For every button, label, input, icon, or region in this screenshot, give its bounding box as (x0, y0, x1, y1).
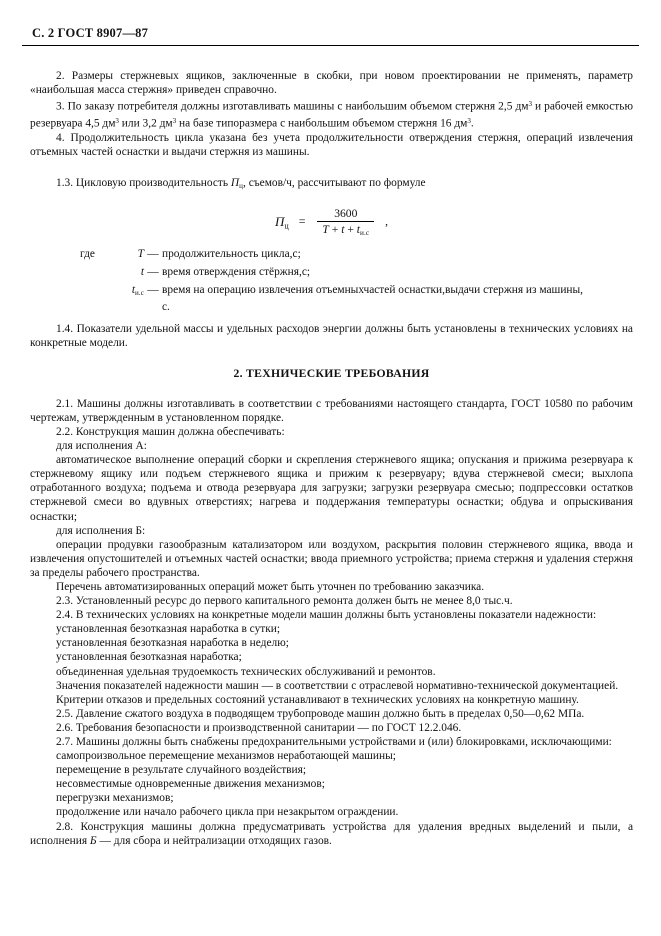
where-symbol-text: t (140, 265, 144, 278)
document-body (22, 57, 639, 848)
blocking-item: самопроизвольное перемещение механизмов неработающей машины; (56, 750, 396, 763)
formula-den-t: t (341, 222, 345, 236)
formula-lhs-symbol: П (275, 213, 285, 229)
note-3-part-e: . (470, 117, 474, 130)
page-header: С. 2 ГОСТ 8907—87 (32, 26, 149, 40)
formula-den-plus-1: + (328, 222, 342, 236)
execution-a-label: для исполнения А: (56, 440, 147, 453)
execution-b-body: операции продувки газообразным катализатором или воздухом, раскрытия половин стержневого ящика, ввода и извлечения опустошителей и отъемных частей оснастки; ввода приемного устройства; приема стержня и удаления стержня за пределы рабочего пространства. (30, 538, 633, 579)
formula-trailing-comma: , (385, 215, 388, 229)
reliability-item: установленная безотказная наработка в сутки; (56, 623, 281, 636)
clause-1-4: 1.4. Показатели удельной массы и удельных расходов энергии должны быть установлены в технических условиях на конкретные модели. (30, 322, 633, 349)
formula-fraction (317, 207, 374, 237)
spacer (30, 350, 633, 367)
execution-b-label: для исполнения Б: (56, 524, 146, 537)
clause-2-5: 2.5. Давление сжатого воздуха в подводящем трубопроводе машин должно быть в пределах 0,50—0,62 МПа. (56, 707, 585, 720)
clause-1-3-lead: 1.3. Цикловую производительность (56, 176, 231, 189)
reliability-note: Значения показателей надежности машин — в соответствии с отраслевой нормативно-технической документацией. (56, 679, 619, 692)
reliability-item: объединенная удельная трудоемкость технических обслуживаний и ремонтов. (56, 665, 436, 678)
formula-den-tis: t (356, 222, 361, 236)
note-3-part-b: и рабочей емкостью резервуара 4,5 дм (30, 100, 633, 130)
section-2-title: 2. ТЕХНИЧЕСКИЕ ТРЕБОВАНИЯ (233, 366, 430, 380)
clause-2-8-symbol: Б (89, 834, 97, 847)
clause-2-8-part-b: — для сбора и нейтрализации отходящих газов. (96, 834, 332, 847)
where-continuation: с. (162, 301, 170, 314)
clause-2-3: 2.3. Установленный ресурс до первого капитального ремонта должен быть не менее 8,0 тыс.ч. (56, 595, 513, 608)
note-3-part-a: 3. По заказу потребителя должны изготавливать машины с наибольшим объемом стержня 2,5 дм (56, 100, 529, 113)
where-lead: где (80, 247, 95, 260)
spacer (30, 159, 633, 176)
note-3-part-d: на базе типоразмера с наибольшим объемом стержня 16 дм (176, 117, 468, 130)
formula-numerator: 3600 (334, 206, 358, 220)
reliability-item: установленная безотказная наработка; (56, 651, 242, 664)
clause-2-4: 2.4. В технических условиях на конкретные модели машин должны быть установлены показатели надежности: (56, 609, 597, 622)
where-row (80, 265, 633, 282)
automation-list-note: Перечень автоматизированных операций может быть уточнен по требованию заказчика. (56, 580, 485, 593)
formula-cycle-productivity (30, 207, 633, 237)
note-3 (30, 97, 633, 131)
where-definition: время на операцию извлечения отъемныхчастей оснастки,выдачи стержня из машины, (162, 283, 584, 296)
note-3-sup-1: 3 (528, 100, 532, 109)
where-dash: — (147, 283, 159, 296)
where-symbol-text: t (131, 283, 136, 296)
clause-1-3-tail: , съемов/ч, рассчитывают по формуле (243, 176, 426, 189)
clause-2-8 (30, 820, 633, 848)
note-3-sup-2: 3 (115, 116, 119, 125)
where-symbol (110, 265, 144, 282)
where-definition: продолжительность цикла,с; (162, 247, 301, 260)
formula-den-plus-2: + (344, 222, 357, 236)
clause-2-1: 2.1. Машины должны изготавливать в соответствии с требованиями настоящего стандарта, ГОСТ 10580 по рабочим чертежам, утвержденным в установленном порядке. (30, 397, 633, 424)
spacer (30, 57, 633, 69)
note-4: 4. Продолжительность цикла указана без учета продолжительности отверждения стержня, операций извлечения отъемных частей оснастки и выдачи стержня из машины. (30, 131, 633, 158)
where-symbol (110, 247, 144, 264)
execution-a-body: автоматическое выполнение операций сборки и скрепления стержневого ящика; опускания и прижима резервуара к стержневому ящику или подъем стержневого ящика и прижим к резервуару; вдува стержневой смеси; выхлопа отработанного воздуха; подъема и отвода резервуара для загрузки; загрузки резервуара смесью; подпрессовки остатков стержневой смеси во вдувных отверстиях; нагрева и поддержания температуры оснастки; обдува и опрыскивания оснастки; (30, 454, 633, 523)
clause-2-6: 2.6. Требования безопасности и производственной санитарии — по ГОСТ 12.2.046. (56, 721, 462, 734)
formula-lhs-sub: ц (284, 221, 289, 231)
blocking-item: перегрузки механизмов; (56, 792, 174, 805)
blocking-item: перемещение в результате случайного воздействия; (56, 764, 307, 777)
where-row (80, 283, 633, 300)
note-3-part-c: или 3,2 дм (118, 117, 173, 130)
note-2: 2. Размеры стержневых ящиков, заключенные в скобки, при новом проектировании не применять, параметр «наибольшая масса стержня» приведен справочно. (30, 70, 633, 97)
where-definitions (30, 247, 633, 315)
where-symbol-sub: и.с (135, 288, 144, 297)
where-symbol-text: T (137, 247, 144, 260)
blocking-item: несовместимые одновременные движения механизмов; (56, 778, 325, 791)
formula-lhs (275, 214, 289, 229)
note-3-sup-3: 3 (172, 116, 177, 125)
where-row (80, 247, 633, 264)
clause-2-2: 2.2. Конструкция машин должна обеспечивать: (56, 425, 285, 438)
clause-1-3 (30, 176, 633, 193)
where-dash: — (147, 265, 159, 278)
spacer (30, 315, 633, 322)
formula-equals: = (298, 214, 306, 229)
header-divider (22, 45, 639, 46)
clause-2-7: 2.7. Машины должны быть снабжены предохранительными устройствами и (или) блокировками, исключающими: (56, 736, 612, 748)
formula-den-T: T (322, 222, 329, 236)
blocking-item: продолжение или начало рабочего цикла при незакрытом ограждении. (56, 806, 399, 819)
clause-1-3-symbol-sub: ц (239, 181, 244, 190)
clause-1-3-symbol: П (230, 176, 240, 189)
formula-den-tis-sub: и.с (360, 228, 370, 237)
formula-expression (275, 207, 388, 237)
where-definition: время отверждения стёржня,с; (162, 265, 311, 278)
reliability-item: установленная безотказная наработка в неделю; (56, 637, 289, 650)
criteria-note: Критерии отказов и предельных состояний устанавливают в технических условиях на конкретную машину. (56, 693, 579, 706)
formula-denominator (317, 222, 374, 237)
note-3-sup-4: 3 (467, 116, 471, 125)
where-symbol (110, 283, 144, 300)
spacer (30, 380, 633, 397)
clause-2-8-part-a: 2.8. Конструкция машины должна предусматривать устройства для удаления вредных выделений и пыли, а исполнения (30, 820, 633, 847)
where-dash: — (147, 247, 159, 260)
